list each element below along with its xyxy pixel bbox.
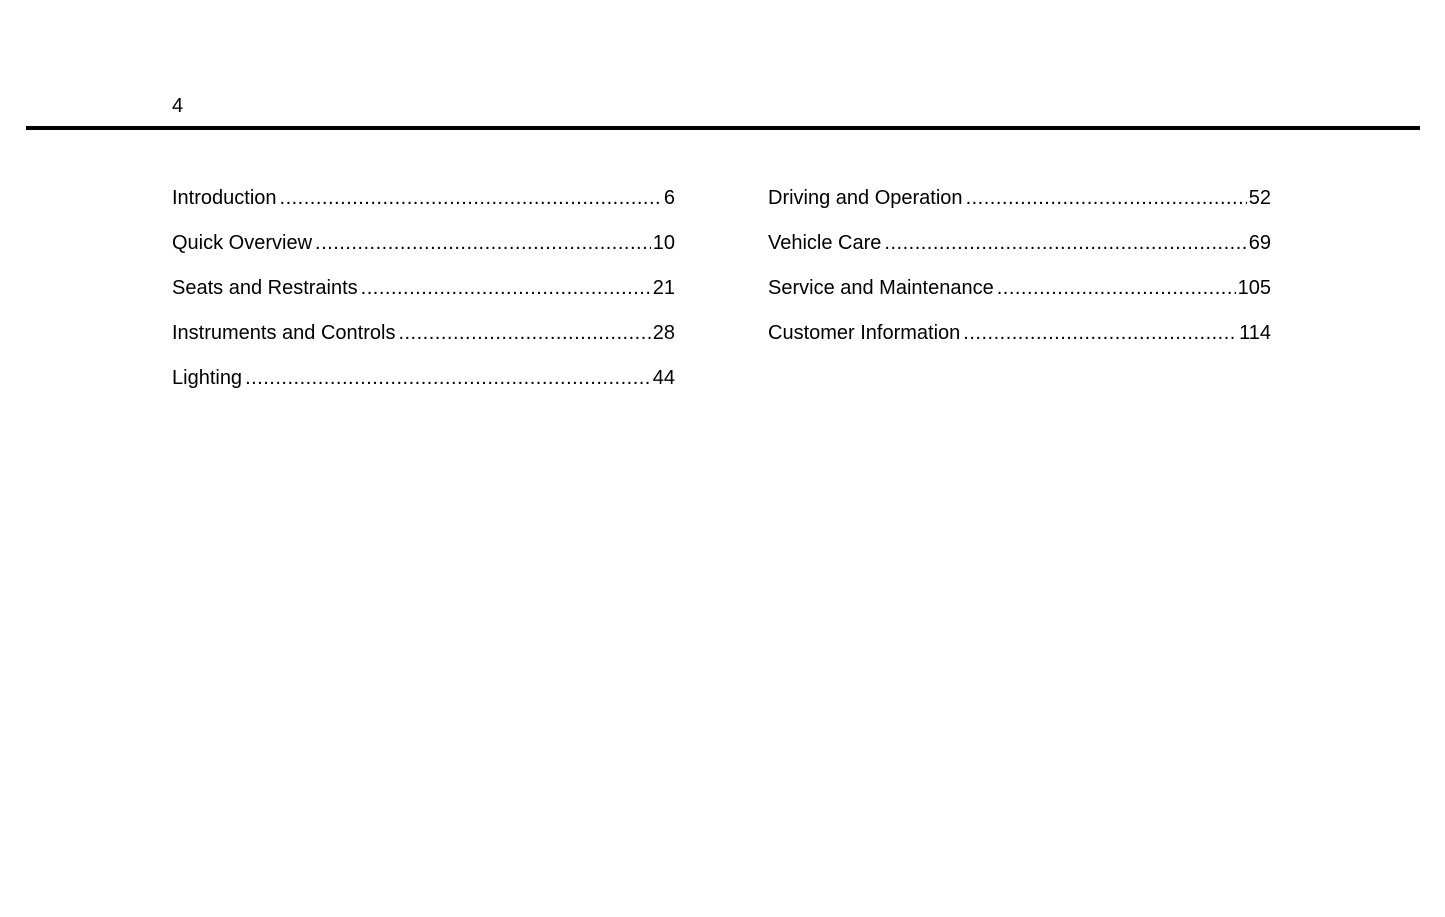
toc-dot-leader	[963, 319, 1237, 347]
toc-entry-lighting[interactable]	[172, 364, 675, 409]
toc-dot-leader	[398, 319, 650, 347]
toc-entry-title: Introduction	[172, 187, 277, 209]
toc-entry-title: Instruments and Controls	[172, 322, 396, 344]
toc-entry-title: Vehicle Care	[768, 232, 882, 254]
toc-dot-leader	[361, 274, 651, 302]
toc-column-left	[172, 184, 675, 409]
toc-entry-title: Quick Overview	[172, 232, 313, 254]
header-rule	[26, 126, 1420, 130]
toc-entry-title: Driving and Operation	[768, 187, 963, 209]
toc-entry-introduction[interactable]	[172, 184, 675, 229]
toc-dot-leader	[315, 229, 651, 257]
toc-dot-leader	[884, 229, 1246, 257]
toc-entry-quick-overview[interactable]	[172, 229, 675, 274]
toc-entry-title: Seats and Restraints	[172, 277, 358, 299]
toc-entry-service-and-maintenance[interactable]	[768, 274, 1271, 319]
toc-entry-instruments-and-controls[interactable]	[172, 319, 675, 364]
toc-column-right	[768, 184, 1271, 364]
toc-entry-title: Lighting	[172, 367, 243, 389]
toc-entry-vehicle-care[interactable]	[768, 229, 1271, 274]
toc-entry-page: 114	[1239, 322, 1271, 344]
toc-entry-page: 52	[1248, 187, 1271, 209]
toc-entry-page: 105	[1237, 277, 1271, 299]
toc-entry-title: Service and Maintenance	[768, 277, 994, 299]
page-number: 4	[172, 95, 184, 117]
toc-dot-leader	[245, 364, 651, 392]
toc-entry-seats-and-restraints[interactable]	[172, 274, 675, 319]
toc-entry-page: 28	[652, 322, 675, 344]
toc-entry-customer-information[interactable]	[768, 319, 1271, 364]
toc-dot-leader	[997, 274, 1236, 302]
toc-entry-page: 6	[663, 187, 675, 209]
toc-entry-driving-and-operation[interactable]	[768, 184, 1271, 229]
toc-entry-page: 44	[652, 367, 675, 389]
toc-dot-leader	[966, 184, 1247, 212]
toc-entry-page: 10	[652, 232, 675, 254]
toc-entry-page: 69	[1248, 232, 1271, 254]
toc-entry-title: Customer Information	[768, 322, 961, 344]
toc-dot-leader	[280, 184, 662, 212]
toc-entry-page: 21	[652, 277, 675, 299]
